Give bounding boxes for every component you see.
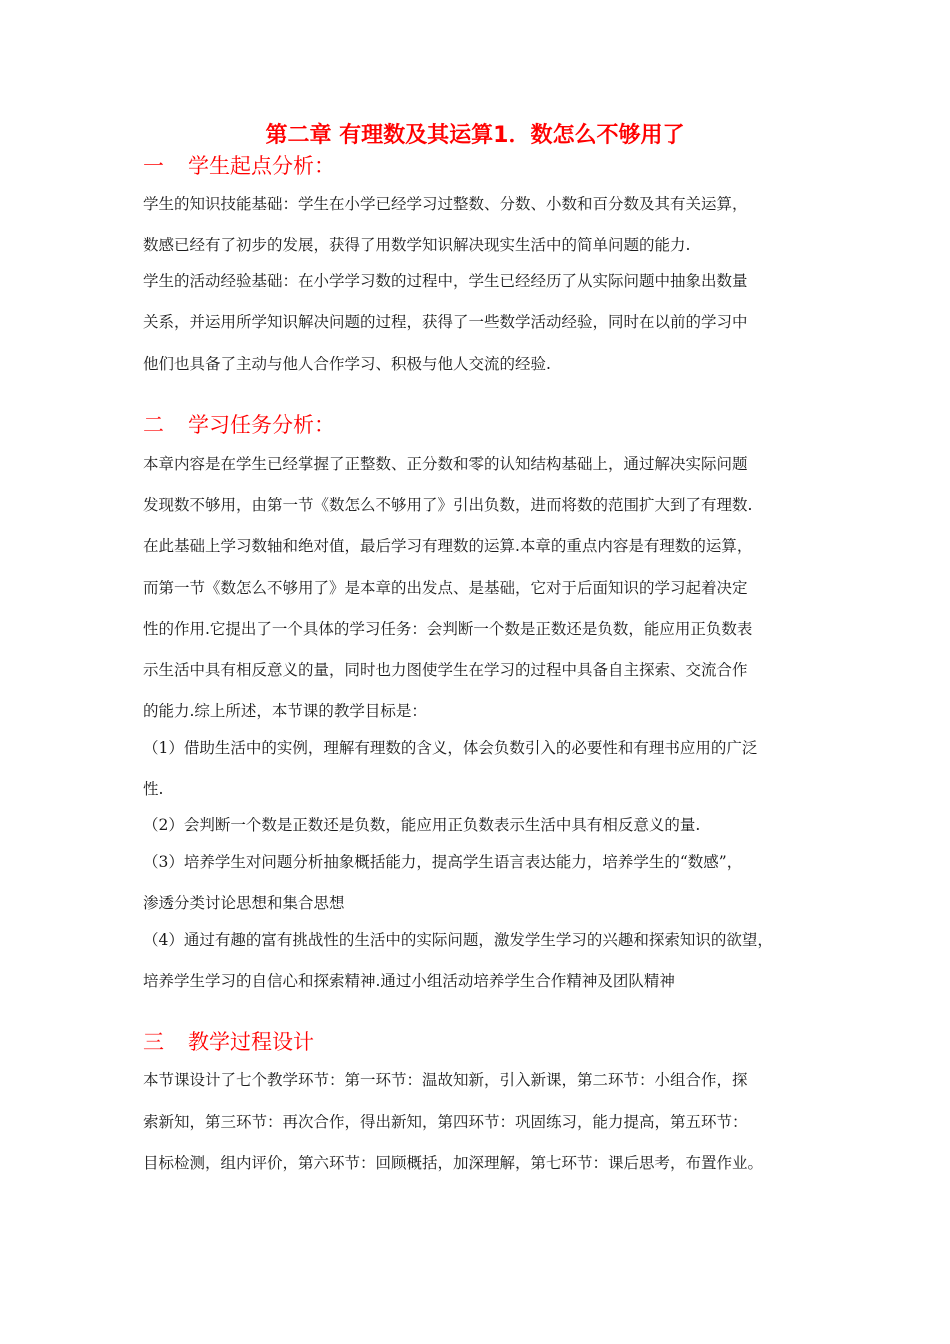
section3-heading — [143, 1026, 314, 1056]
section2-line: 培养学生学习的自信心和探索精神.通过小组活动培养学生合作精神及团队精神 — [143, 972, 675, 990]
section2-line: 在此基础上学习数轴和绝对值，最后学习有理数的运算.本章的重点内容是有理数的运算， — [143, 537, 753, 555]
section1-line: 数感已经有了初步的发展，获得了用数学知识解决现实生活中的简单问题的能力. — [143, 236, 691, 254]
section2-line: （3）培养学生对问题分析抽象概括能力，提高学生语言表达能力，培养学生的“数感”， — [143, 853, 743, 871]
section2-line: 发现数不够用，由第一节《数怎么不够用了》引出负数，进而将数的范围扩大到了有理数. — [143, 496, 753, 514]
section2-line: 本章内容是在学生已经掌握了正整数、正分数和零的认知结构基础上，通过解决实际问题 — [143, 455, 748, 473]
section3-line: 目标检测，组内评价，第六环节：回顾概括，加深理解，第七环节：课后思考，布置作业。 — [143, 1154, 764, 1172]
section3-title: 教学过程设计 — [188, 1030, 314, 1054]
section2-line: 性. — [143, 780, 164, 798]
section2-line: 的能力.综上所述，本节课的教学目标是： — [143, 702, 427, 720]
section1-number: 一 — [143, 154, 164, 178]
section1-line: 学生的知识技能基础：学生在小学已经学习过整数、分数、小数和百分数及其有关运算， — [143, 195, 748, 213]
section2-line: （1）借助生活中的实例，理解有理数的含义，体会负数引入的必要性和有理书应用的广泛 — [143, 739, 758, 757]
section1-line: 学生的活动经验基础：在小学学习数的过程中，学生已经经历了从实际问题中抽象出数量 — [143, 272, 748, 290]
section2-line: 渗透分类讨论思想和集合思想 — [143, 894, 345, 912]
section2-number: 二 — [143, 413, 164, 437]
section2-line: （2）会判断一个数是正数还是负数，能应用正负数表示生活中具有相反意义的量. — [143, 816, 701, 834]
document-title: 第二章 有理数及其运算1．数怎么不够用了 — [265, 123, 685, 148]
section1-title: 学生起点分析： — [188, 154, 335, 178]
section1-heading — [143, 150, 335, 180]
section3-line: 本节课设计了七个教学环节：第一环节：温故知新，引入新课，第二环节：小组合作，探 — [143, 1071, 748, 1089]
section1-line: 关系，并运用所学知识解决问题的过程，获得了一些数学活动经验，同时在以前的学习中 — [143, 313, 748, 331]
section2-title: 学习任务分析： — [188, 413, 335, 437]
section2-line: （4）通过有趣的富有挑战性的生活中的实际问题，激发学生学习的兴趣和探索知识的欲望， — [143, 931, 773, 949]
section1-line: 他们也具备了主动与他人合作学习、积极与他人交流的经验. — [143, 355, 551, 373]
section2-line: 性的作用.它提出了一个具体的学习任务：会判断一个数是正数还是负数，能应用正负数表 — [143, 620, 753, 638]
section2-line: 而第一节《数怎么不够用了》是本章的出发点、是基础，它对于后面知识的学习起着决定 — [143, 579, 748, 597]
section2-line: 示生活中具有相反意义的量，同时也力图使学生在学习的过程中具备自主探索、交流合作 — [143, 661, 748, 679]
section3-line: 索新知，第三环节：再次合作，得出新知，第四环节：巩固练习，能力提高，第五环节： — [143, 1113, 748, 1131]
section3-number: 三 — [143, 1030, 164, 1054]
section2-heading — [143, 409, 335, 439]
